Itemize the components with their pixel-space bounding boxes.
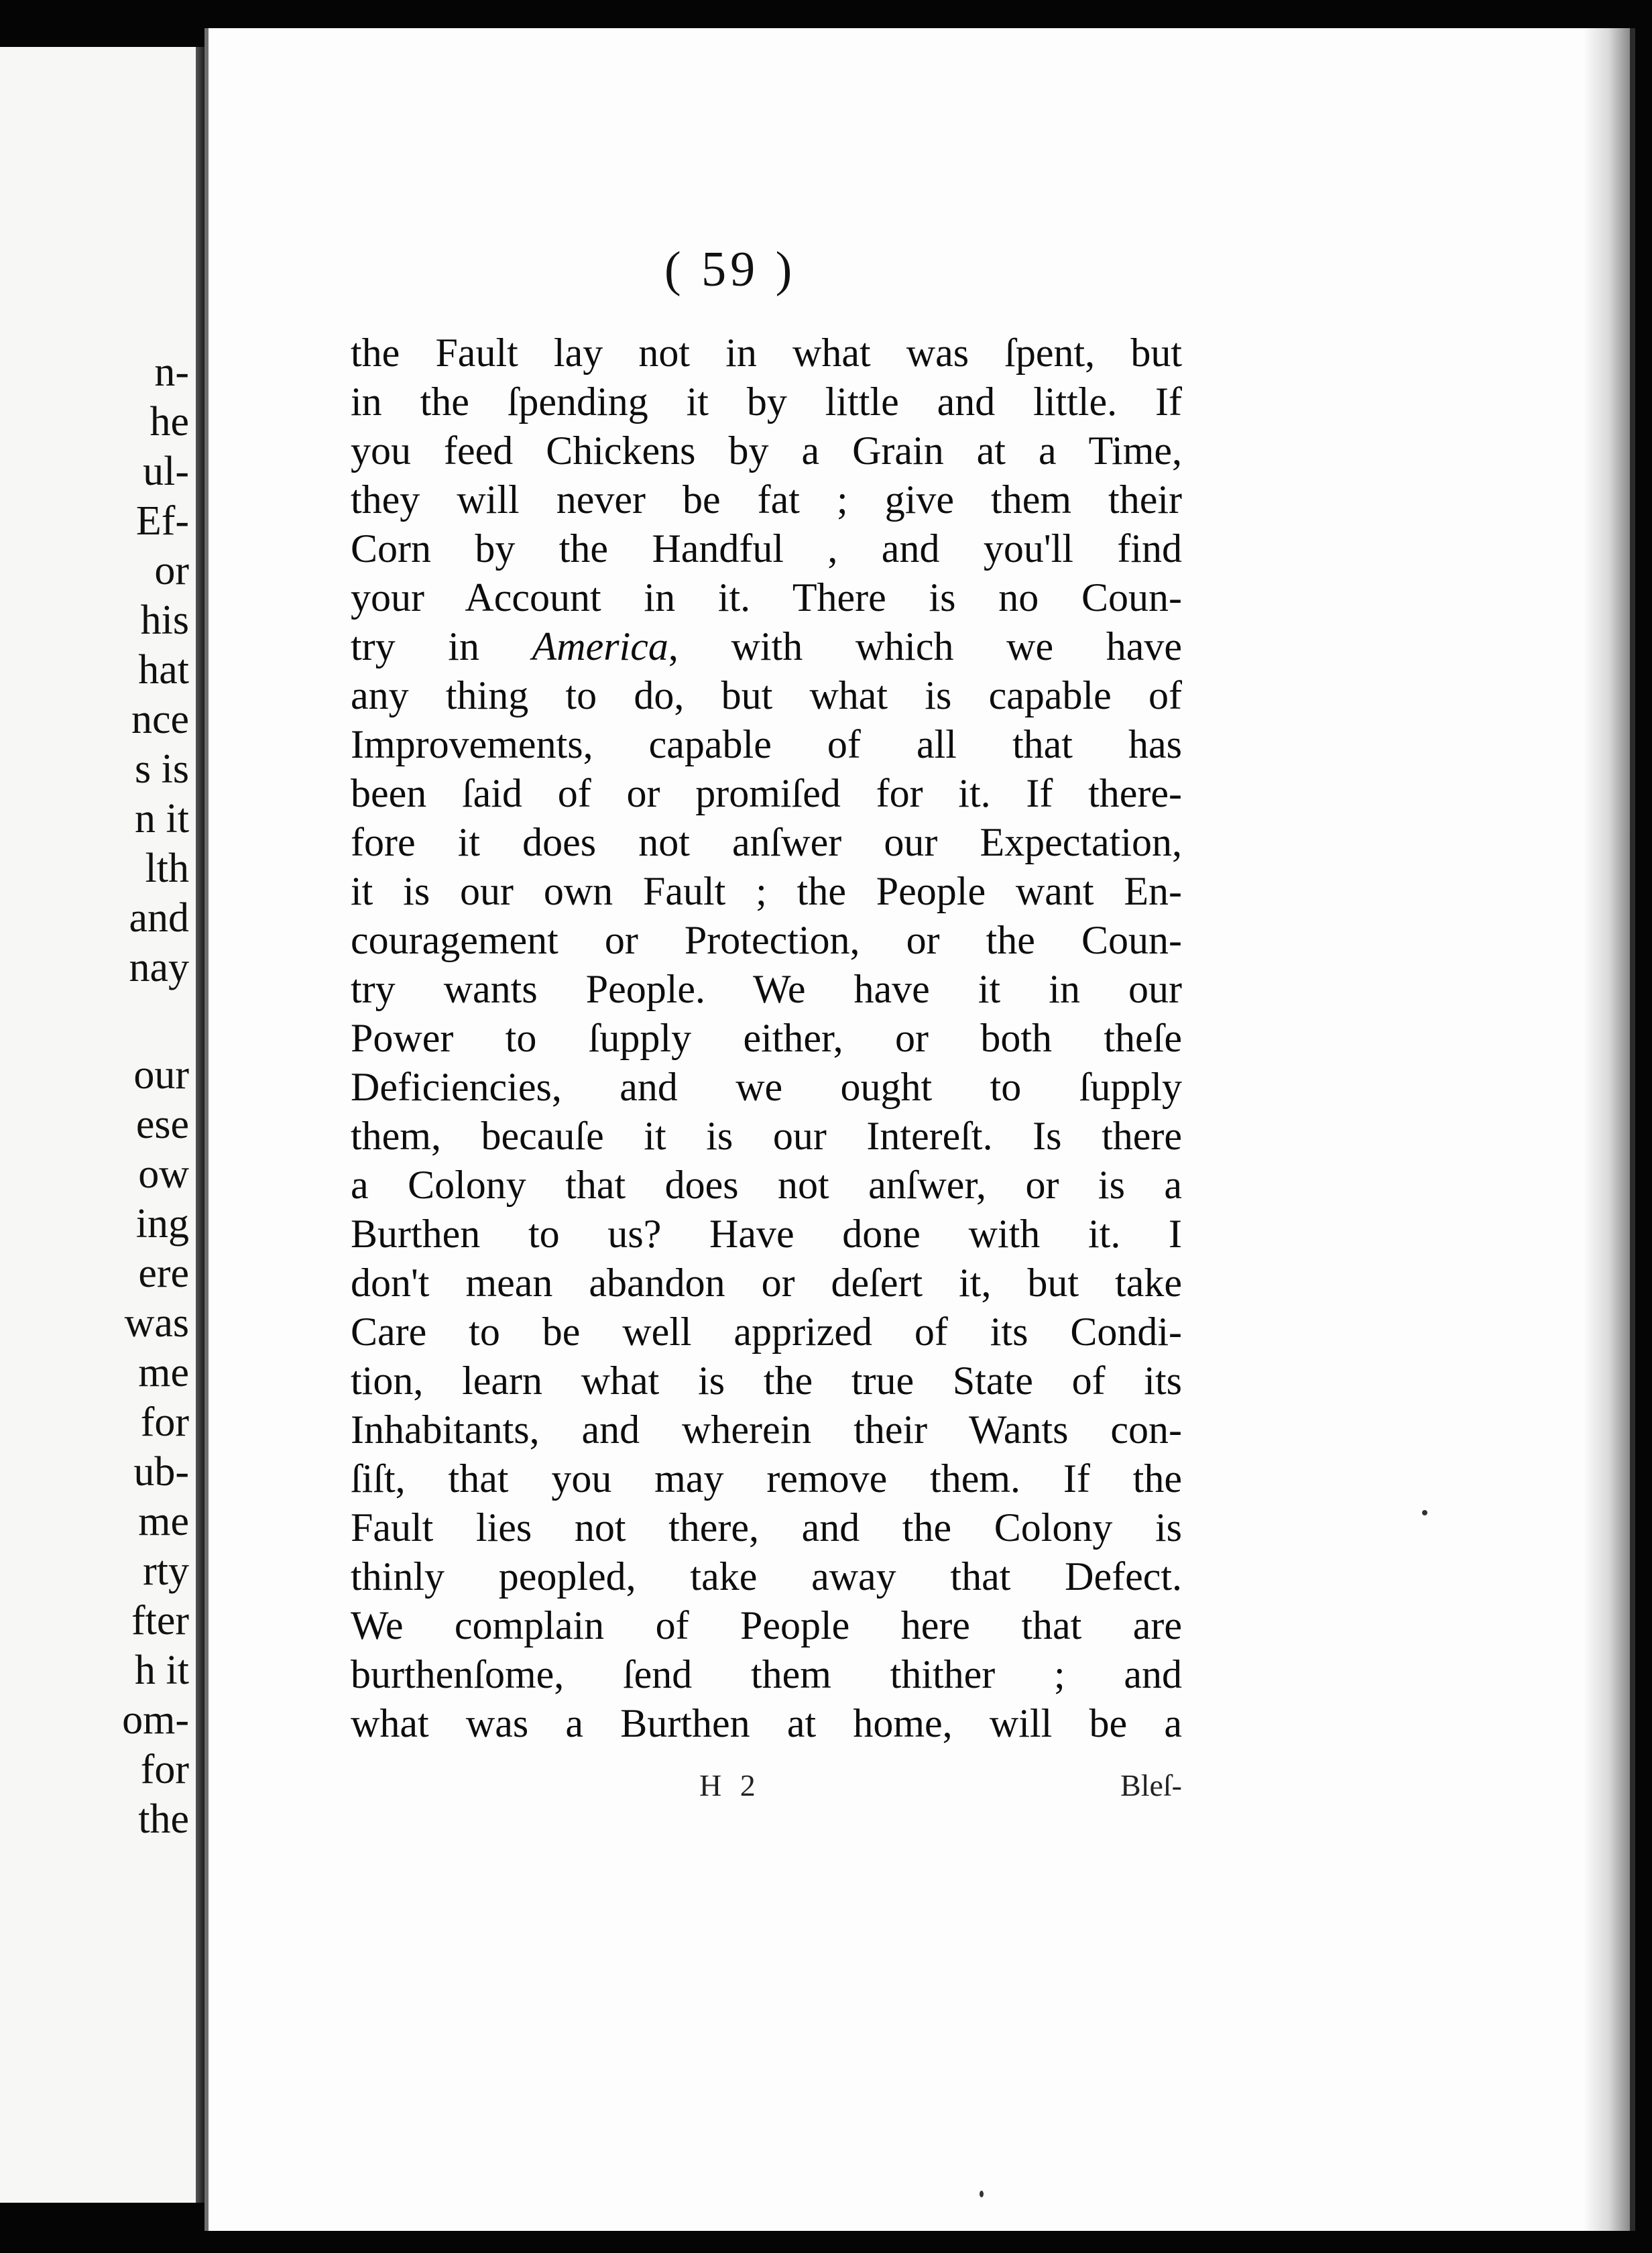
text-line: [351, 671, 1182, 720]
left-page-fragment: me: [138, 1499, 189, 1544]
text-line-content: a Colony that does not anſwer, or is a: [351, 1163, 1182, 1207]
text-line: [351, 378, 1182, 426]
catch-line: [351, 1772, 1182, 1805]
text-line: [351, 329, 1182, 378]
text-line: [351, 1014, 1182, 1063]
left-page-fragment: ul-: [143, 449, 189, 494]
text-line: [351, 1552, 1182, 1601]
left-page-fragment: n it: [135, 796, 189, 842]
paper-speck: [980, 2191, 984, 2197]
left-page-fragment: me: [138, 1350, 189, 1395]
page-edge-shadow: [1583, 28, 1630, 2231]
text-line: [351, 622, 1182, 671]
text-line: [351, 1356, 1182, 1405]
text-line-content: Burthen to us? Have done with it. I: [351, 1212, 1182, 1256]
right-page: [204, 28, 1635, 2231]
text-line: [351, 524, 1182, 573]
text-line-content: Fault lies not there, and the Colony is: [351, 1505, 1182, 1550]
left-page-fragment: nay: [129, 945, 189, 990]
text-line-content: Care to be well apprized of its Condi-: [351, 1310, 1182, 1354]
text-line: [351, 867, 1182, 916]
text-line-content: them, becauſe it is our Intereſt. Is there: [351, 1114, 1182, 1158]
body-text: [351, 329, 1182, 1748]
text-line: [351, 769, 1182, 818]
left-facing-page: [0, 47, 198, 2203]
left-page-fragment: om-: [122, 1697, 189, 1743]
left-page-fragment: [122, 992, 189, 1050]
text-line: [351, 573, 1182, 622]
left-page-fragment: hat: [138, 647, 189, 693]
left-page-fragment: for: [140, 1747, 189, 1792]
text-line: [351, 1112, 1182, 1161]
left-page-fragment: he: [150, 399, 189, 445]
text-line-content: tion, learn what is the true State of its: [351, 1359, 1182, 1403]
text-line-content: Inhabitants, and wherein their Wants con-: [351, 1407, 1182, 1452]
left-page-fragment: our: [133, 1052, 189, 1098]
text-line-content: ſiſt, that you may remove them. If the: [351, 1456, 1182, 1501]
left-page-fragment: and: [129, 895, 189, 941]
text-line: [351, 916, 1182, 965]
left-page-fragment: nce: [131, 697, 189, 742]
text-line-content: don't mean abandon or deſert it, but take: [351, 1261, 1182, 1305]
text-line: [351, 1650, 1182, 1699]
left-page-fragment: his: [140, 597, 189, 643]
left-page-fragment: Ef-: [135, 498, 189, 544]
catchword: Bleſ-: [1120, 1772, 1182, 1802]
text-line: [351, 1259, 1182, 1308]
text-line-content: couragement or Protection, or the Coun-: [351, 918, 1182, 962]
text-line: [351, 1454, 1182, 1503]
text-line: [351, 1699, 1182, 1748]
text-line-content: burthenſome, ſend them thither ; and: [351, 1652, 1182, 1696]
text-line-content: any thing to do, but what is capable of: [351, 673, 1182, 717]
text-line-content: Power to ſupply either, or both theſe: [351, 1016, 1182, 1060]
text-line-content: Deficiencies, and we ought to ſupply: [351, 1065, 1182, 1109]
text-line: [351, 1161, 1182, 1210]
text-line-content: Corn by the Handful , and you'll find: [351, 526, 1182, 571]
left-page-text-fragments: [122, 347, 189, 1844]
text-line-content: try in America, with which we have: [351, 624, 1182, 669]
left-page-fragment: h it: [135, 1648, 189, 1693]
text-line: [351, 965, 1182, 1014]
text-line: [351, 818, 1182, 867]
left-page-fragment: or: [154, 548, 189, 593]
text-line-content: in the ſpending it by little and little. If: [351, 380, 1182, 424]
left-page-fragment: ese: [135, 1102, 189, 1147]
left-page-fragment: rty: [143, 1548, 189, 1594]
text-line-content: they will never be fat ; give them their: [351, 477, 1182, 522]
text-line-content: what was a Burthen at home, will be a: [351, 1701, 1182, 1745]
paper-speck: [1422, 1510, 1427, 1515]
left-page-fragment: n-: [154, 349, 189, 395]
page-number: ( 59 ): [664, 242, 796, 297]
text-line: [351, 475, 1182, 524]
text-line-content: you feed Chickens by a Grain at a Time,: [351, 428, 1182, 473]
left-page-fragment: lth: [145, 846, 189, 891]
text-line: [351, 720, 1182, 769]
text-line: [351, 1601, 1182, 1650]
text-line-content: your Account in it. There is no Coun-: [351, 575, 1182, 620]
left-page-fragment: ub-: [133, 1449, 189, 1495]
text-line: [351, 1063, 1182, 1112]
text-line-content: thinly peopled, take away that Defect.: [351, 1554, 1182, 1599]
text-line-content: the Fault lay not in what was ſpent, but: [351, 331, 1182, 375]
text-line: [351, 1308, 1182, 1356]
text-line: [351, 1210, 1182, 1259]
left-page-fragment: ing: [135, 1201, 189, 1247]
left-page-fragment: ere: [138, 1251, 189, 1296]
text-line: [351, 1405, 1182, 1454]
signature-mark: H 2: [699, 1772, 761, 1802]
text-line-content: it is our own Fault ; the People want En-: [351, 869, 1182, 913]
text-line: [351, 426, 1182, 475]
left-page-fragment: fter: [131, 1598, 189, 1643]
text-line-content: Improvements, capable of all that has: [351, 722, 1182, 766]
text-line-content: try wants People. We have it in our: [351, 967, 1182, 1011]
left-page-fragment: for: [140, 1399, 189, 1445]
left-page-fragment: the: [138, 1796, 189, 1842]
text-line-content: fore it does not anſwer our Expectation,: [351, 820, 1182, 864]
text-line-content: been ſaid of or promiſed for it. If there-: [351, 771, 1182, 815]
text-line: [351, 1503, 1182, 1552]
left-page-fragment: was: [124, 1300, 189, 1346]
left-page-fragment: ow: [138, 1151, 189, 1197]
left-page-fragment: s is: [135, 746, 189, 792]
text-line-content: We complain of People here that are: [351, 1603, 1182, 1648]
italic-place-name: America: [532, 624, 668, 669]
